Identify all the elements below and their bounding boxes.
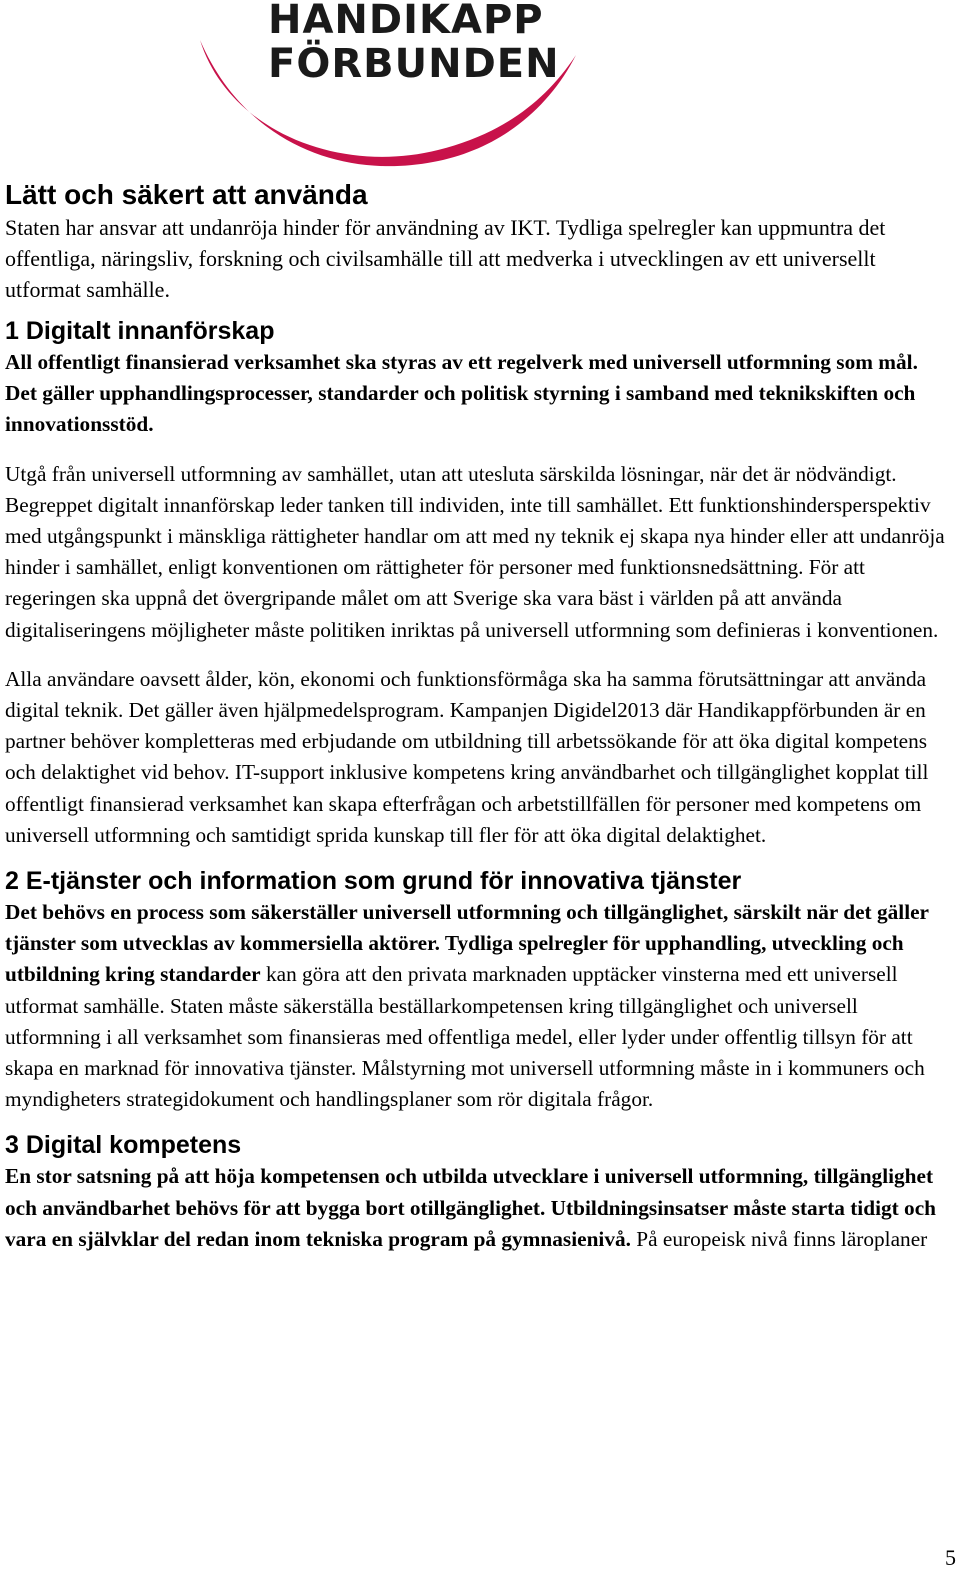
section-2-lead-rest: kan göra att den privata marknaden upptäcker vinsterna med ett universell utformat samhälle. Staten måste säkerställa beställarkompetensen kring tillgänglighet och universell utformning i all verksamhet som finansieras med offentliga medel, eller lyder under offentlig tillsyn för att skapa en marknad för innovativa tjänster. Målstyrning mot universell utformning måste in i kommuners och myndigheters strategidokument och handlingsplaner som rör digitala frågor. — [5, 962, 925, 1112]
section-2-paragraph — [5, 897, 950, 1115]
section-2-lead-bold: Det behövs en process som säkerställer universell utformning och tillgänglighet, särskilt när det gäller tjänster som utvecklas av kommersiella aktörer. Tydliga spelregler för upphandling, utveckling och utbildning kring standarder — [5, 900, 929, 987]
section-1-paragraph-3: Alla användare oavsett ålder, kön, ekonomi och funktionsförmåga ska ha samma förutsättningar att använda digital teknik. Det gäller även hjälpmedelsprogram. Kampanjen Digidel2013 där Handikappförbunden är en partner behöver kompletteras med erbjudande om utbildning till arbetssökande för att öka digital kompetens och delaktighet vid behov. IT-support inklusive kompetens kring användbarhet och tillgänglighet kopplat till offentligt finansierad verksamhet kan skapa efterfrågan och arbetstillfällen för personer med kompetens om universell utformning och samtidigt sprida kunskap till fler för att öka digital delaktighet. — [5, 666, 929, 847]
intro-paragraph: Staten har ansvar att undanröja hinder för användning av IKT. Tydliga spelregler kan uppmuntra det offentliga, näringsliv, forskning och civilsamhälle till att medverka i utvecklingen av ett universellt utformat samhälle. — [5, 215, 886, 302]
heading-section-2: 2 E-tjänster och information som grund för innovativa tjänster — [5, 867, 742, 896]
logo-line-2: FÖRBUNDEN — [268, 41, 560, 87]
section-1-paragraph-2: Utgå från universell utformning av samhället, utan att utesluta särskilda lösningar, när det är nödvändigt. Begreppet digitalt innanförskap leder tanken till individen, inte till samhället. Ett funktionshindersperspektiv med utgångspunkt i mänskliga rättigheter handlar om att med ny teknik ej skapa nya hinder eller att undanröja hinder i samhället, enligt konventionen om rättigheter för personer med funktionsnedsättning. För att regeringen ska uppnå det övergripande målet om att Sverige ska vara bäst i världen på att använda digitaliseringens möjligheter måste politiken inriktas på universell utformning som definieras i konventionen. — [5, 461, 945, 642]
handikappforbunden-logo — [198, 0, 588, 178]
heading-section-1: 1 Digitalt innanförskap — [5, 317, 275, 345]
logo-line-1: HANDIKAPP — [268, 0, 544, 43]
logo-swoosh-icon — [198, 0, 588, 178]
page-number: 5 — [945, 1545, 956, 1570]
section-1-lead: All offentligt finansierad verksamhet ska styras av ett regelverk med universell utformning som mål. Det gäller upphandlingsprocesser, standarder och politisk styrning i samband med teknikskiften och innovationsstöd. — [5, 350, 918, 437]
heading-section-3: 3 Digital kompetens — [5, 1131, 242, 1160]
heading-intro: Lätt och säkert att använda — [5, 179, 368, 210]
section-3-paragraph — [5, 1161, 950, 1255]
section-3-lead-rest: På europeisk nivå finns läroplaner — [630, 1226, 928, 1251]
document-body — [5, 178, 950, 1255]
section-3-lead-bold: En stor satsning på att höja kompetensen och utbilda utvecklare i universell utformning, tillgänglighet och användbarhet behövs för att bygga bort otillgänglighet. Utbildningsinsatser måste starta tidigt och vara en självklar del redan inom tekniska program på gymnasienivå. — [5, 1164, 937, 1251]
